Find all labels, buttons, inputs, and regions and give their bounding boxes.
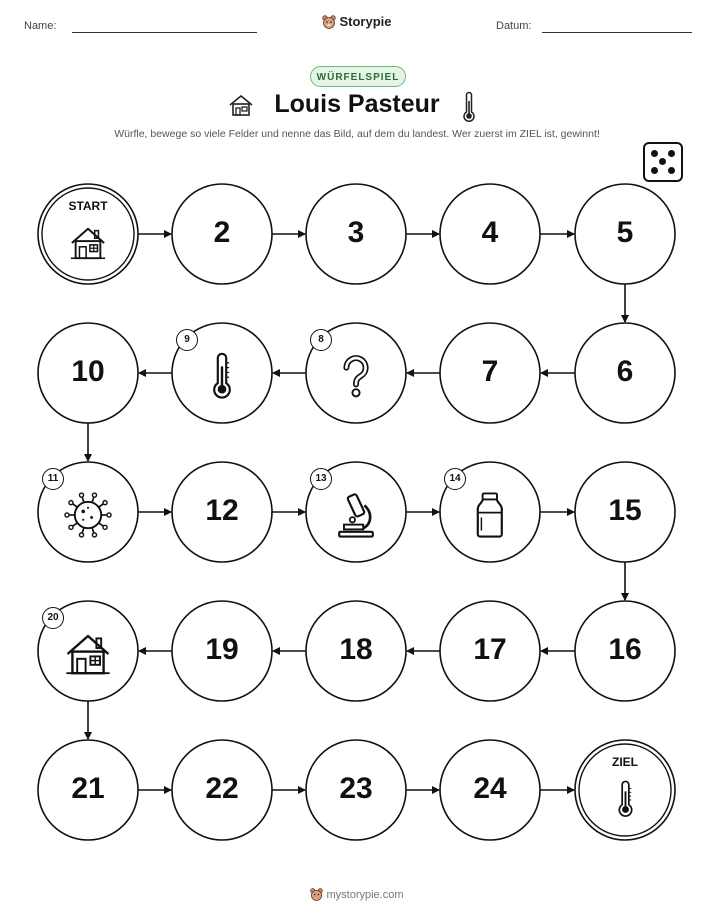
cell-number: 15 xyxy=(608,494,642,527)
cell-number: 16 xyxy=(608,633,642,666)
bear-icon xyxy=(310,888,323,901)
cell-badge-number: 8 xyxy=(310,329,332,351)
cell-number: 24 xyxy=(473,772,507,805)
cell-badge-number: 9 xyxy=(176,329,198,351)
cell-number: 23 xyxy=(339,772,373,805)
cell-number: 3 xyxy=(347,216,365,249)
date-label: Datum: xyxy=(496,20,532,32)
start-label: START xyxy=(68,199,108,213)
cell-number: 7 xyxy=(481,355,499,388)
question-mark-icon xyxy=(332,352,380,405)
milk-bottle-icon xyxy=(473,491,507,544)
page-title: Louis Pasteur xyxy=(274,90,440,118)
cell-number: 17 xyxy=(473,633,507,666)
cell-number: 4 xyxy=(481,216,499,249)
cell-number: 18 xyxy=(339,633,373,666)
cell-number: 21 xyxy=(71,772,105,805)
goal-label: ZIEL xyxy=(612,755,638,769)
cell-number: 5 xyxy=(616,216,634,249)
house-icon xyxy=(64,630,112,683)
cell-badge-number: 20 xyxy=(42,607,64,629)
footer-url: mystorypie.com xyxy=(326,889,404,901)
virus-icon xyxy=(64,491,112,544)
thermometer-icon xyxy=(616,780,635,823)
cell-number: 6 xyxy=(616,355,634,388)
name-label: Name: xyxy=(24,20,57,32)
game-type-badge: WÜRFELSPIEL xyxy=(310,66,406,87)
cell-number: 22 xyxy=(205,772,239,805)
footer xyxy=(0,888,714,901)
cell-number: 10 xyxy=(71,355,105,388)
cell-number: 12 xyxy=(205,494,239,527)
house-icon xyxy=(69,224,107,267)
thermometer-icon xyxy=(210,352,234,405)
cell-number: 19 xyxy=(205,633,239,666)
brand-name: Storypie xyxy=(339,14,392,29)
cell-number: 2 xyxy=(213,216,231,249)
microscope-icon xyxy=(332,491,380,544)
cell-badge-number: 11 xyxy=(42,468,64,490)
instructions: Würfle, bewege so viele Felder und nenne das Bild, auf dem du landest. Wer zuerst im ZIEL ist, gewinnt! xyxy=(114,128,600,140)
cell-badge-number: 13 xyxy=(310,468,332,490)
cell-badge-number: 14 xyxy=(444,468,466,490)
